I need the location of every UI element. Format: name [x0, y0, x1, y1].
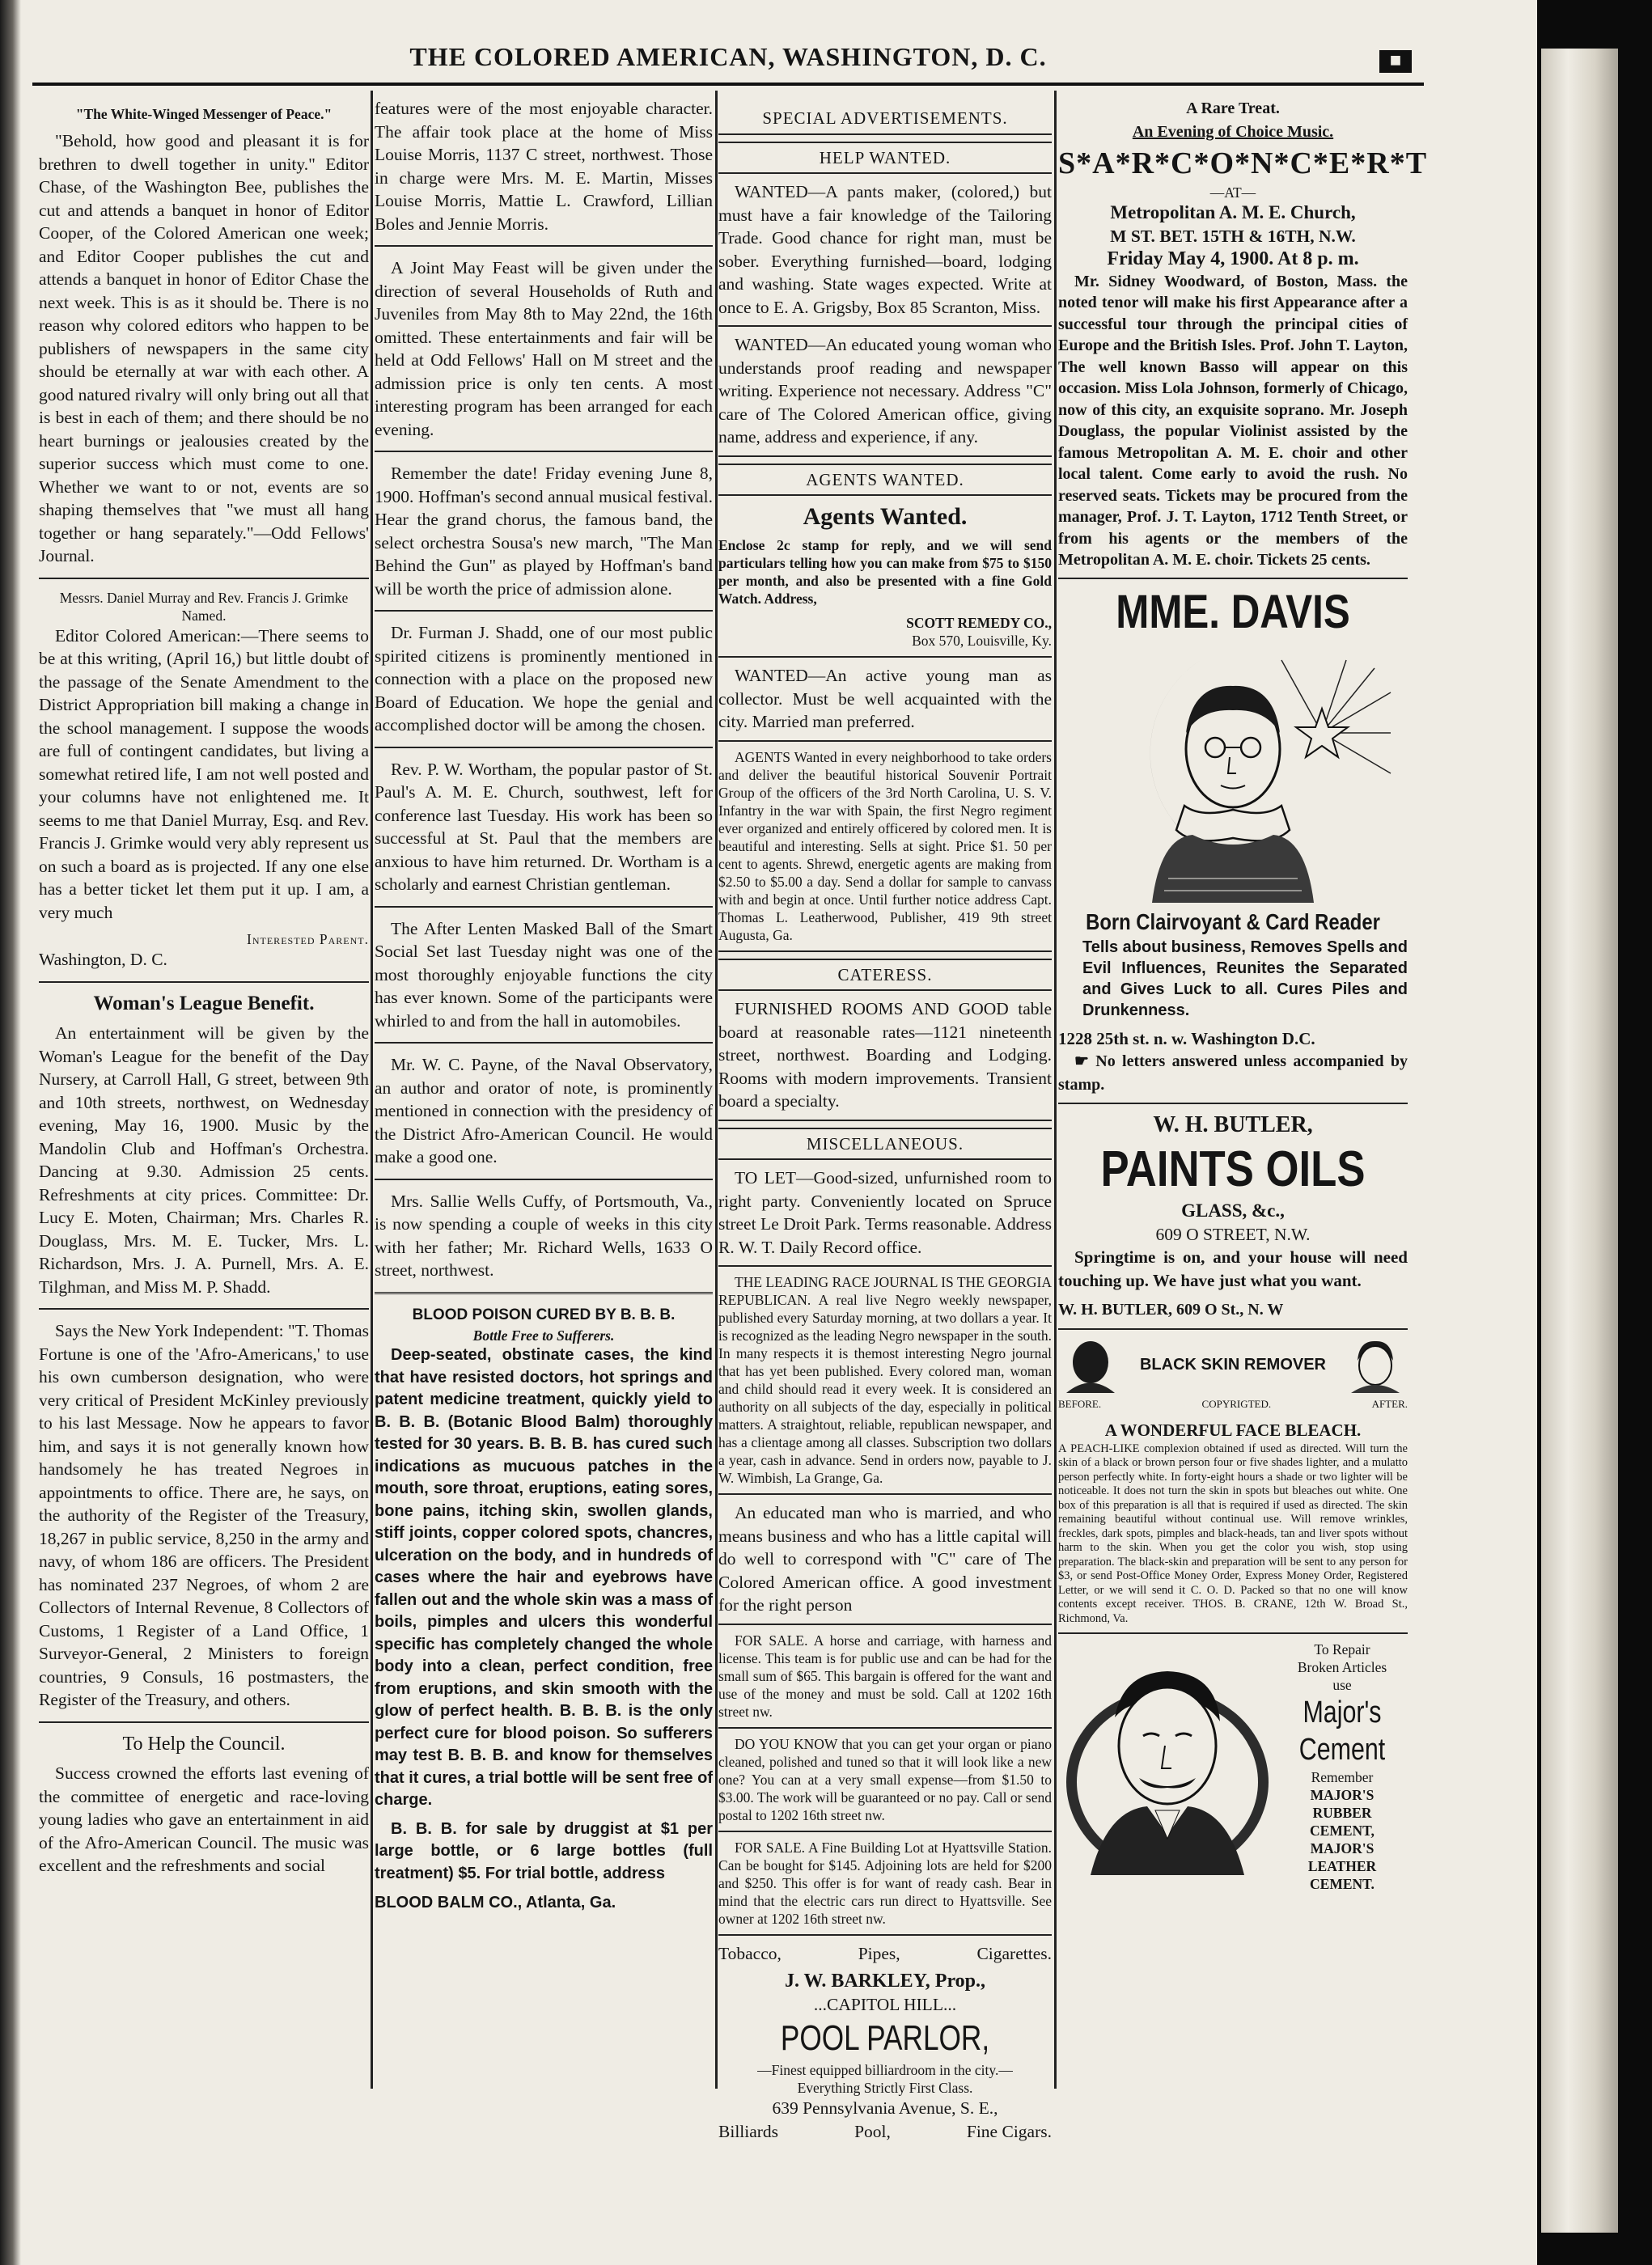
divider [39, 1308, 369, 1310]
section-header: MISCELLANEOUS. [718, 1128, 1052, 1161]
butler-address: 609 O STREET, N.W. [1155, 1224, 1311, 1244]
pool-ad-line: —Finest equipped billiardroom in the city.— [757, 2062, 1013, 2078]
pool-ad-item: Pool, [854, 2121, 891, 2141]
butler-body: Springtime is on, and your house will need touching up. We have just what you want. [1058, 1247, 1408, 1290]
section-header: SPECIAL ADVERTISEMENTS. [718, 104, 1052, 135]
article-title: "The White-Winged Messenger of Peace." [75, 106, 333, 122]
section-header: HELP WANTED. [718, 142, 1052, 175]
article-paragraph: Remember the date! Friday evening June 8, 1900. Hoffman's second annual musical festival. Hear the grand chorus, the famous band, the select orchestra Sousa's new march, "The Man Behind the Gun" as played by Hoffman's band will be worth the price of admission alone. [375, 464, 713, 599]
ad-signature: BLOOD BALM CO., Atlanta, Ga. [375, 1894, 616, 1911]
article-paragraph: Rev. P. W. Wortham, the popular pastor of St. Paul's A. M. E. Church, southwest, left for conference last Tuesday. His work has been so successful at St. Paul that the members are anxious to have him returned. Dr. Wortham is a scholarly and earnest Christian gentleman. [375, 759, 713, 894]
butler-signature: W. H. BUTLER, 609 O St., N. W [1058, 1298, 1408, 1330]
divider [375, 1042, 713, 1044]
concert-body: Mr. Sidney Woodward, of Boston, Mass. the noted tenor will make his first Appearance after a successful tour through the principal cities of Europe and the British Isles. Prof. John T. Layton, The well known Basso will appear on this occasion. Miss Lola Johnson, formerly of Chicago, now of this city, an exquisite soprano. Mr. Joseph Douglass, the popular Violinist assisted by the famous Metropolitan A. M. E. choir and other local talent. Come early to avoid the rush. No reserved seats. Tickets may be procured from the manager, Prof. J. T. Layton, 1712 Tenth Street, or from his agents or the members of the Metropolitan A. M. E. choir. Tickets 25 cents. [1058, 271, 1408, 579]
classified-ad: WANTED—An educated young woman who understands proof reading and newspaper writing. Experience not necessary. Address "C" care of The Colored American office, giving name, address and experience, if any. [718, 333, 1052, 457]
ad-body: B. B. B. for sale by druggist at $1 per large bottle, or 6 large bottles (full treatment) $5. For trial bottle, address [375, 1819, 713, 1882]
concert-date: Friday May 4, 1900. At 8 p. m. [1107, 248, 1359, 269]
concert-line: A Rare Treat. [1186, 99, 1280, 117]
page-number-block: ■ [1379, 50, 1412, 73]
signature-place: Washington, D. C. [39, 950, 167, 969]
classified-ad: WANTED—An active young man as collector. Must be well acquainted with the city. Married man preferred. [718, 664, 1052, 742]
cement-line: RUBBER [1312, 1805, 1372, 1821]
pool-ad-topline [718, 1942, 1052, 1966]
concert-line: An Evening of Choice Music. [1132, 122, 1334, 141]
column-2 [375, 97, 713, 2119]
column-3 [718, 97, 1052, 2141]
cement-line: MAJOR'S [1310, 1787, 1375, 1803]
classified-ad: FOR SALE. A Fine Building Lot at Hyattsville Station. Can be bought for $145. Adjoining lots are held for $200 and $250. This offer is for want of ready cash. Bear in mind that the electric cars run direct to Hyattsville. See owner at 1202 16th street nw. [718, 1839, 1052, 1936]
divider [375, 747, 713, 748]
cement-line: CEMENT. [1310, 1876, 1375, 1892]
pool-ad-item: Pipes, [858, 1943, 900, 1963]
cement-line: LEATHER [1307, 1858, 1377, 1874]
man-portrait-illustration [1058, 1641, 1277, 1875]
classified-ad: WANTED—A pants maker, (colored,) but must have a fair knowledge of the Tailoring Trade. Good chance for right man, must be sober. Everything furnished—board, lodging and washing. State wages expected. Write at once to E. A. Grigsby, Box 85 Scranton, Miss. [718, 180, 1052, 327]
article-paragraph: Dr. Furman J. Shadd, one of our most public spirited citizens is prominently mentioned in connection with a place on the proposed new Board of Education. We hope the genial and accomplished doctor will be among the chosen. [375, 623, 713, 735]
davis-subtitle: Born Clairvoyant & Card Reader [1086, 908, 1380, 934]
cement-text [1277, 1641, 1408, 1893]
ad-title: BLOOD POISON CURED BY B. B. B. [412, 1306, 676, 1323]
classified-ad: FURNISHED ROOMS AND GOOD table board at reasonable rates—1121 nineteenth street, northwest. Boarding and Lodging. Rooms with modern improvements. Transient board a specialty. [718, 997, 1052, 1121]
masthead-rule [32, 83, 1424, 86]
pool-ad-item: Billiards [718, 2121, 779, 2141]
classified-ad: Enclose 2c stamp for reply, and we will send particulars telling how you can make from $75 to $150 per month, and also be presented with a fine Gold Watch. Address, [718, 537, 1052, 607]
divider [375, 451, 713, 452]
article-paragraph: features were of the most enjoyable character. The affair took place at the home of Miss Louise Morris, 1137 C street, northwest. Those in charge were Mrs. M. E. Martin, Misses Louise Morris, Mattie L. Crawford, Lillian Boles and Jennie Morris. [375, 99, 713, 234]
article-paragraph: Success crowned the efforts last evening of the committee of energetic and race-loving young ladies who gave an entertainment in aid of the Afro-American Council. The music was excellent and the refreshments and social [39, 1763, 369, 1875]
ad-signature: SCOTT REMEDY CO., [906, 615, 1052, 631]
ad-title: Agents Wanted. [803, 503, 968, 530]
bleach-body: A PEACH-LIKE complexion obtained if used as directed. Will turn the skin of a black or brown person four or five shades lighter, and a mulatto person perfectly white. In forty-eight hours a shade or two lighter will be noticeable. It does not turn the skin in spots but bleaches out white. One box of this preparation is all that is required if used as directed. The skin remaining beautiful without continual use. Will remove wrinkles, freckles, dark spots, pimples and black-heads, tan and liver spots without harm to the skin. When you get the color you wish, stop using preparation. The black-skin and preparation will be sent to any person for $3, or send Post-Office Money Order, Express Money Order, Registered Letter, or we will send it C. O. D. Packed so that no one will know contents except receiver. THOS. B. CRANE, 12th W. Broad St., Richmond, Va. [1058, 1442, 1408, 1635]
concert-venue: Metropolitan A. M. E. Church, [1110, 202, 1356, 222]
article-paragraph: Mr. W. C. Payne, of the Naval Observatory, an author and orator of note, is prominently mentioned in connection with the presidency of the District Afro-American Council. He would make a good one. [375, 1055, 713, 1166]
ad-body: Deep-seated, obstinate cases, the kind that have resisted doctors, hot springs and patent medicine treatment, quickly yield to B. B. B. (Botanic Blood Balm) thoroughly tested for 30 years. B. B. B. has cured such indications as mucuous patches in the mouth, sore throat, eruptions, eating sores, bone pains, itching skin, swollen glands, stiff joints, copper colored spots, chancres, ulceration on the body, and in hundreds of cases where the hair and eyebrows have fallen out and the whole skin was a mass of boils, pimples and ulcers this wonderful specific has completely changed the whole body into a clean, perfect condition, free from eruptions, and skin smooth with the glow of perfect health. B. B. B. is the only perfect cure for blood poison. So sufferers may test B. B. B. and know for themselves that it cures, a trial bottle will be sent free of charge. [375, 1346, 713, 1809]
cement-line: Remember [1311, 1769, 1374, 1785]
article-paragraph: Says the New York Independent: "T. Thomas Fortune is one of the 'Afro-Americans,' to use his own cumberson designation, who were very critical of President McKinley previously to his last Message. Now he appears to favor him, and says it is not generally known how handsomely he has treated Negroes in appointments to office. There are, he says, on the authority of the Register of the Treasury, 18,267 in public service, 8,250 in the army and navy, of whom 186 are officers. The President has nominated 237 Negroes, of whom 2 are Collectors of Internal Revenue, 8 Collectors of Customs, 1 Register of a Land Office, 1 Surveyor-General, 2 Ministers to foreign countries, 9 Consuls, 16 postmasters, the Register of the Treasury, and others. [39, 1321, 369, 1709]
divider [39, 981, 369, 983]
portrait-illustration [1071, 644, 1395, 903]
pool-ad-proprietor: J. W. BARKLEY, Prop., [784, 1971, 986, 1992]
bleach-after-label: AFTER. [1371, 1397, 1408, 1410]
cement-line: CEMENT, [1310, 1823, 1375, 1839]
pool-ad-address: 639 Pennsylvania Avenue, S. E., [772, 2098, 998, 2118]
concert-title: S*A*R*C*O*N*C*E*R*T [1058, 146, 1428, 180]
divider [375, 1292, 713, 1294]
article-title: Messrs. Daniel Murray and Rev. Francis J. Grimke Named. [59, 589, 349, 624]
divider [375, 906, 713, 908]
section-header: CATERESS. [718, 959, 1052, 992]
binding-edge [0, 0, 21, 2265]
pool-ad-line: Everything Strictly First Class. [797, 2080, 973, 2096]
concert-line: —AT— [1209, 184, 1256, 201]
cement-line: Broken Articles [1297, 1659, 1387, 1675]
classified-ad: FOR SALE. A horse and carriage, with harness and license. This team is for public use and can be had for the small sum of $65. This bargain is offered for the want and use of the money and must be sold. Call at 1202 16th street nw. [718, 1632, 1052, 1729]
divider [39, 578, 369, 579]
pool-ad-title: POOL PARLOR, [780, 2018, 990, 2058]
article-paragraph: Mrs. Sallie Wells Cuffy, of Portsmouth, Va., is now spending a couple of weeks in this city with her father; Mr. Richard Wells, 1633 O street, northwest. [375, 1191, 713, 1280]
pool-ad-location: ...CAPITOL HILL... [813, 1994, 957, 2014]
divider [375, 245, 713, 247]
classified-ad: An educated man who is married, and who means business and who has a little capital will do well to correspond with "C" care of The Colored American office. A good investment for the right person [718, 1501, 1052, 1625]
davis-body: Tells about business, Removes Spells and Evil Influences, Reunites the Separated and Gives Luck to all. Cures Piles and Drunkenness. [1082, 938, 1408, 1019]
davis-title: MME. DAVIS [1116, 585, 1350, 638]
pointing-hand-icon: ☛ [1074, 1052, 1096, 1070]
adjacent-pages-edge [1541, 49, 1618, 2233]
column-rule [715, 91, 718, 2089]
davis-note-text: No letters answered unless accompanied by stamp. [1058, 1052, 1408, 1094]
concert-street: M ST. BET. 15TH & 16TH, N.W. [1110, 226, 1356, 246]
bleach-copyright: COPYRIGTED. [1201, 1397, 1272, 1410]
divider [375, 1179, 713, 1180]
article-paragraph: A Joint May Feast will be given under the direction of several Households of Ruth and Juveniles from May 8th to May 22nd, the 16th omitted. These entertainments and fair will be held at Odd Fellows' Hall on M street and the admission price is only ten cents. A most interesting program has been arranged for each evening. [375, 258, 713, 439]
column-1 [39, 97, 369, 2119]
ad-subtitle: Bottle Free to Sufferers. [472, 1327, 615, 1344]
after-portrait-illustration [1343, 1336, 1408, 1393]
section-header: AGENTS WANTED. [718, 464, 1052, 497]
cement-title: Major's [1303, 1696, 1382, 1729]
signature: Interested Parent. [247, 931, 369, 947]
bleach-labels [1058, 1393, 1408, 1416]
cement-ad [1058, 1641, 1408, 1893]
cement-title: Cement [1298, 1733, 1386, 1767]
masthead [32, 42, 1424, 74]
cement-line: MAJOR'S [1310, 1840, 1375, 1856]
bleach-title: A WONDERFUL FACE BLEACH. [1104, 1420, 1362, 1440]
bleach-top: BLACK SKIN REMOVER [1139, 1355, 1326, 1374]
masthead-title: THE COLORED AMERICAN, WASHINGTON, D. C. [409, 42, 1047, 71]
butler-glass: GLASS, &c., [1181, 1200, 1285, 1221]
pool-ad-bottomline [718, 2120, 1052, 2144]
classified-ad: DO YOU KNOW that you can get your organ or piano cleaned, polished and tuned so that it will look like a new one? You can at a very small expense—from $1.50 to $3.00. The work will be guaranteed or no pay. Call or send postal to 1202 16th street nw. [718, 1735, 1052, 1832]
bleach-before-label: BEFORE. [1058, 1397, 1102, 1410]
ad-signature: Box 570, Louisville, Ky. [718, 632, 1052, 658]
davis-address: 1228 25th st. n. w. Washington D.C. [1058, 1028, 1315, 1048]
bleach-header [1058, 1336, 1408, 1393]
article-paragraph: An entertainment will be given by the Woman's League for the benefit of the Day Nursery, at Carroll Hall, G street, between 9th and 10th streets, northwest, on Wednesday evening, May 16, 1900. Music by the Mandolin Club and Hoffman's Orchestra. Dancing at 9.30. Admission 25 cents. Refreshments at city prices. Committee: Dr. Lucy E. Moten, Chairman; Mrs. Charles R. Douglass, Mrs. M. E. Tucker, Mrs. L. Richardson, Mrs. J. A. Purnell, Mrs. A. E. Tilghman, and Miss M. P. Shadd. [39, 1023, 369, 1297]
butler-title: PAINTS OILS [1100, 1141, 1366, 1197]
article-title: Woman's League Benefit. [93, 992, 315, 1014]
butler-name: W. H. BUTLER, [1153, 1112, 1313, 1137]
article-paragraph: The After Lenten Masked Ball of the Smart Social Set last Tuesday night was one of the most thoroughly enjoyable functions the city has ever known. Some of the participants were whirled to and from the hall in automobiles. [375, 918, 713, 1031]
classified-ad: THE LEADING RACE JOURNAL IS THE GEORGIA REPUBLICAN. A real live Negro weekly newspaper, published every Saturday morning, at two dollars a year. It is recognized as the leading Negro newspaper in the south. In many respects it is themost interesting Negro journal that has yet been published. Every colored man, woman and child should read it every week. It is considered an authority on all subjects of the day, especially in political matters. A straightout, reliable, republican newspaper, and has a clientage among all classes. Subscription two dollars a year, cash in advance. Send in orders now, payable to J. W. Wimbish, La Grange, Ga. [718, 1273, 1052, 1495]
pool-ad-item: Fine Cigars. [966, 2121, 1052, 2141]
article-title: To Help the Council. [122, 1733, 286, 1755]
column-4 [1058, 97, 1428, 2119]
cement-line: use [1332, 1677, 1352, 1693]
divider [39, 1721, 369, 1723]
pool-ad-item: Tobacco, [718, 1943, 782, 1963]
divider [375, 610, 713, 612]
column-rule [371, 91, 373, 2089]
davis-note [1058, 1050, 1408, 1104]
classified-ad: AGENTS Wanted in every neighborhood to take orders and deliver the beautiful historical Souvenir Portrait Group of the officers of the 3rd North Carolina, U. S. V. Infantry in the war with Spain, the first Negro regiment ever organized and entirely officered by colored men. It is beautiful and interesting. Sells at sight. Price $1. 50 per cent to agents. Shrewd, energetic agents are making from $2.50 to $5.00 a day. Send a dollar for sample to canvass with and begin at once. Until further notice address Capt. Thomas L. Leatherwood, Publisher, 419 9th street Augusta, Ga. [718, 748, 1052, 952]
cement-line: To Repair [1314, 1641, 1370, 1657]
article-paragraph: "Behold, how good and pleasant it is for brethren to dwell together in unity." Editor Chase, of the Washington Bee, publishes the cut and attends a banquet in honor of Editor Cooper, of the Colored American one week; and Editor Cooper publishes the cut and attends a banquet in honor of Editor Chase the next week. This is as it should be. There is no reason why colored editors who happen to be publishers of newspapers in the same city should be eternally at war with each other. A good natured rivalry will only bring out all that is best in each of them; and there should be no heart burnings or jealousies created by the superior success which must come to one. Whether we want to or not, events are so shaping themselves that "we must all hang together or hang separately."—Odd Fellows' Journal. [39, 131, 369, 565]
article-paragraph: Editor Colored American:—There seems to be at this writing, (April 16,) but little doubt of the passage of the Senate Amendment to the District Appropriation bill making a change in the school management. I suppose the woods are full of contingent candidates, but living a somewhat retired life, I am not well posted and your columns have not enlightened me. It seems to me that Daniel Murray, Esq. and Rev. Francis J. Grimke would very ably represent us on such a board as is projected. If any one else has a better ticket let them put it up. I am, a very much [39, 625, 369, 922]
before-portrait-illustration [1058, 1336, 1123, 1393]
pool-ad-item: Cigarettes. [976, 1943, 1052, 1963]
classified-ad: TO LET—Good-sized, unfurnished room to right party. Conveniently located on Spruce street Le Droit Park. Terms reasonable. Address R. W. T. Daily Record office. [718, 1166, 1052, 1267]
column-rule [1054, 91, 1057, 2089]
